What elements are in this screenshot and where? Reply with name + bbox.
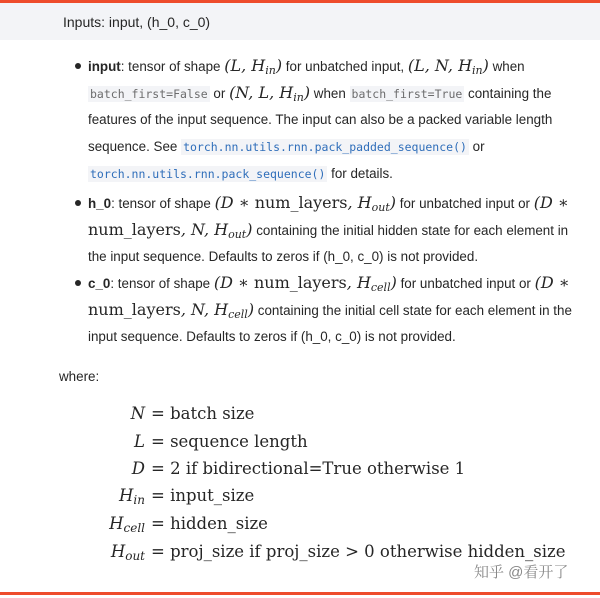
watermark: 知乎 @看开了 — [474, 564, 569, 581]
math-expr: ) — [389, 193, 397, 212]
math-operator: num_layers — [253, 273, 347, 292]
symbol-letter: H — [119, 486, 134, 505]
math-expr: (L, H — [224, 56, 266, 75]
param-c-0 — [88, 269, 593, 350]
symbol-subscript: in — [133, 493, 145, 507]
math-expr: (D ∗ — [534, 273, 570, 292]
text-run: or — [209, 86, 230, 101]
definition-value: = proj_size if proj_size > 0 otherwise hidden_size — [151, 542, 566, 561]
definition-symbol — [109, 514, 145, 535]
math-expr: , H — [347, 193, 372, 212]
section-header-title: Inputs: input, (h_0, c_0) — [63, 14, 211, 30]
definition-symbol — [132, 459, 145, 478]
math-expr: (D ∗ — [213, 273, 254, 292]
text-run: the input sequence. Defaults to zeros if (h_0, c_0) is not provided. — [88, 249, 479, 264]
math-expr: (D ∗ — [533, 193, 569, 212]
text-run: : tensor of shape — [111, 196, 215, 211]
symbol-letter: H — [109, 514, 124, 533]
definition-row — [0, 404, 600, 431]
api-link[interactable]: torch.nn.utils.rnn.pack_sequence() — [90, 167, 326, 181]
definition-symbol — [131, 404, 145, 423]
definition-symbol — [134, 432, 145, 451]
symbol-subscript: out — [125, 549, 145, 563]
definition-symbol — [111, 542, 145, 563]
definition-value: = batch size — [151, 404, 255, 423]
math-expr: ) — [247, 300, 255, 319]
param-line — [88, 296, 593, 323]
symbol-letter: N — [130, 404, 145, 423]
math-operator: num_layers — [254, 193, 348, 212]
math-expr: ) — [246, 220, 253, 239]
symbol-letter: L — [134, 432, 145, 451]
math-expr: ) — [482, 56, 489, 75]
param-line — [88, 189, 593, 216]
math-expr: , H — [346, 273, 371, 292]
bottom-accent-rule — [0, 592, 600, 595]
param-line — [88, 106, 593, 133]
param-h-0 — [88, 189, 593, 270]
api-link[interactable]: torch.nn.utils.rnn.pack_padded_sequence() — [183, 140, 467, 154]
math-subscript: out — [228, 228, 247, 241]
math-expr: , N, H — [180, 220, 229, 239]
definition-value: = sequence length — [151, 432, 308, 451]
param-line — [88, 160, 593, 187]
text-run: for unbatched input or — [396, 276, 535, 291]
text-run: : tensor of shape — [110, 276, 214, 291]
param-name: h_0 — [88, 196, 112, 211]
text-run: for details. — [327, 166, 393, 181]
math-subscript: in — [472, 64, 483, 77]
definition-value: = input_size — [151, 486, 255, 505]
bullet-input — [75, 63, 81, 69]
math-subscript: in — [265, 64, 276, 77]
param-line — [88, 216, 593, 243]
where-label: where: — [59, 369, 100, 384]
math-subscript: cell — [370, 281, 391, 294]
text-run: containing the initial hidden state for each element in — [252, 223, 569, 238]
text-run: when — [488, 59, 525, 74]
math-expr: (N, L, H — [229, 83, 294, 102]
param-line — [88, 323, 593, 350]
param-name: c_0 — [88, 276, 111, 291]
definition-row — [0, 514, 600, 541]
definition-value: = 2 if bidirectional=True otherwise 1 — [151, 459, 466, 478]
text-run: sequence. See — [88, 139, 182, 154]
definition-value: = hidden_size — [151, 514, 268, 533]
param-input — [88, 52, 593, 187]
math-operator: num_layers — [88, 220, 181, 239]
definition-symbol — [119, 486, 145, 507]
param-line — [88, 52, 593, 79]
section-header — [0, 3, 600, 40]
text-run: : tensor of shape — [120, 59, 225, 74]
param-line — [88, 243, 593, 270]
text-run: or — [468, 139, 485, 154]
definition-row — [0, 432, 600, 459]
inline-code: batch_first=False — [90, 87, 208, 101]
math-subscript: in — [293, 91, 304, 104]
text-run: for unbatched input, — [282, 59, 408, 74]
param-line — [88, 79, 593, 106]
math-subscript: cell — [228, 308, 248, 321]
math-subscript: out — [371, 201, 390, 214]
text-run: containing the — [464, 86, 552, 101]
math-expr: , N, H — [180, 300, 229, 319]
math-expr: ) — [303, 83, 311, 102]
text-run: for unbatched input or — [396, 196, 534, 211]
symbol-letter: H — [110, 542, 126, 561]
text-run: input sequence. Defaults to zeros if (h_0, c_0) is not provided. — [88, 329, 456, 344]
param-line — [88, 133, 593, 160]
text-run: features of the input sequence. The input can also be a packed variable length — [88, 112, 553, 127]
math-operator: num_layers — [88, 300, 181, 319]
definition-row — [0, 459, 600, 486]
bullet-h-0 — [75, 200, 81, 206]
symbol-letter: D — [131, 459, 145, 478]
definition-row — [0, 486, 600, 513]
text-run: containing the initial cell state for each element in the — [254, 303, 572, 318]
inline-code: batch_first=True — [351, 87, 463, 101]
param-name: input — [88, 59, 121, 74]
bullet-c-0 — [75, 280, 81, 286]
math-expr: ) — [390, 273, 397, 292]
math-expr: (L, N, H — [407, 56, 473, 75]
text-run: when — [310, 86, 350, 101]
param-line — [88, 269, 593, 296]
math-expr: ) — [275, 56, 283, 75]
symbol-subscript: cell — [123, 521, 145, 535]
math-expr: (D ∗ — [214, 193, 255, 212]
